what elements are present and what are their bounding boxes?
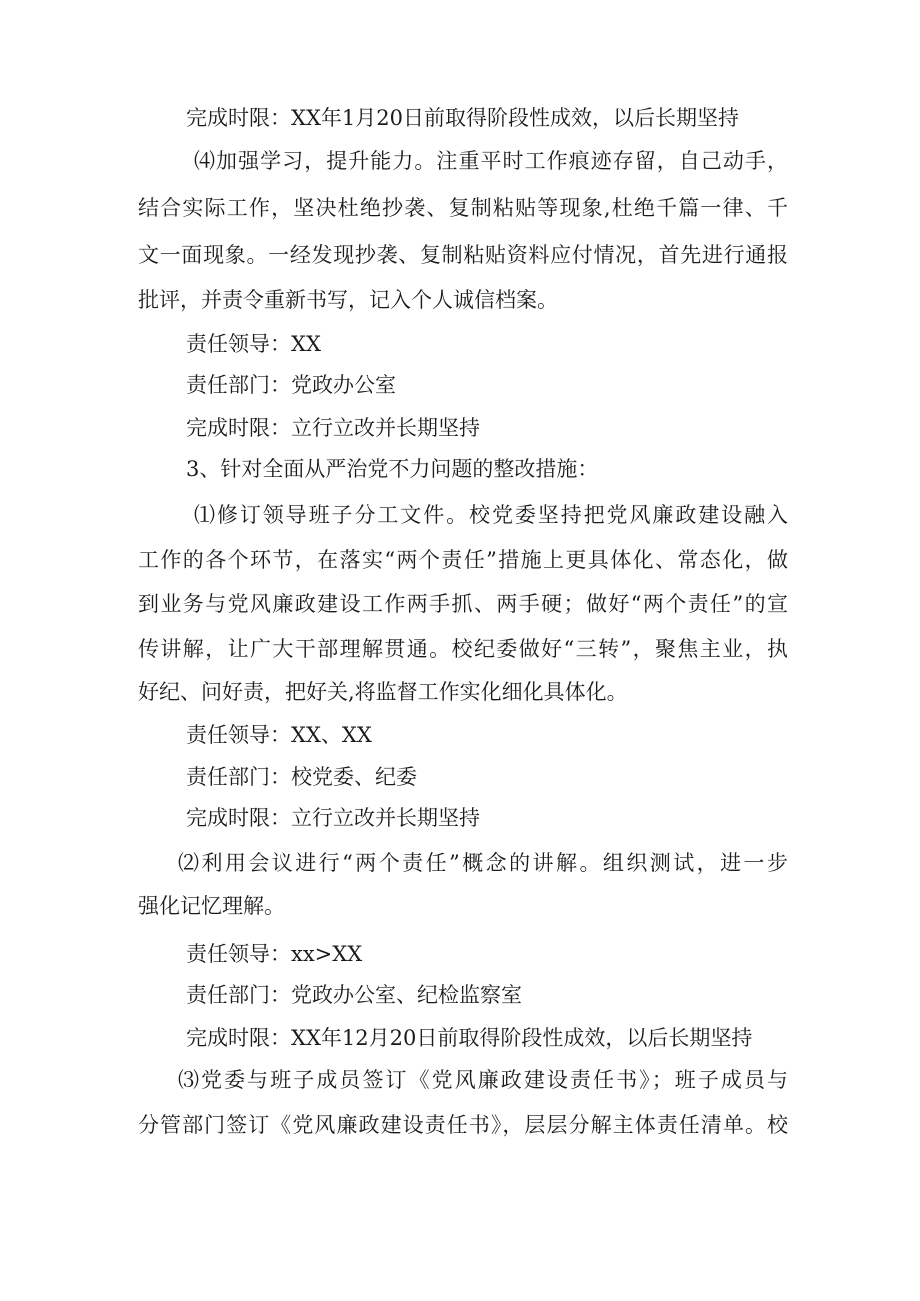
responsible-department: 责任部门：党政办公室、纪检监察室 — [186, 983, 522, 1007]
section-heading: 3、针对全面从严治党不力问题的整改措施： — [186, 457, 599, 481]
responsible-department: 责任部门：党政办公室 — [186, 373, 396, 397]
deadline-line: 完成时限：立行立改并长期坚持 — [186, 416, 480, 440]
paragraph-line: 结合实际工作，坚决杜绝抄袭、复制粘贴等现象,杜绝千篇一律、千 — [138, 196, 788, 220]
paragraph-line: 强化记忆理解。 — [138, 894, 285, 918]
paragraph-line: 文一面现象。一经发现抄袭、复制粘贴资料应付情况，首先进行通报 — [138, 243, 788, 267]
paragraph-line: 传讲解，让广大干部理解贯通。校纪委做好“三转”，聚焦主业，执 — [138, 637, 788, 661]
paragraph-line: 工作的各个环节，在落实“两个责任”措施上更具体化、常态化，做 — [138, 548, 788, 572]
deadline-line: 完成时限：XX年12月20日前取得阶段性成效，以后长期坚持 — [186, 1026, 753, 1050]
responsible-leader: 责任领导：XX — [186, 332, 321, 356]
item-4-paragraph-line: ⑷加强学习，提升能力。注重平时工作痕迹存留，自己动手， — [194, 149, 788, 173]
item-2-paragraph-line: ⑵利用会议进行“两个责任”概念的讲解。组织测试，进一步 — [178, 851, 788, 875]
paragraph-line: 好纪、问好责，把好关,将监督工作实化细化具体化。 — [138, 680, 628, 704]
deadline-line: 完成时限：立行立改并长期坚持 — [186, 806, 480, 830]
item-3-paragraph-line: ⑶党委与班子成员签订《党风廉政建设责任书》；班子成员与 — [178, 1068, 788, 1092]
responsible-leader: 责任领导：xx>XX — [186, 942, 363, 966]
item-1-paragraph-line: ⑴修订领导班子分工文件。校党委坚持把党风廉政建设融入 — [194, 503, 788, 527]
responsible-leader: 责任领导：XX、XX — [186, 723, 372, 747]
deadline-line: 完成时限：XX年1月20日前取得阶段性成效，以后长期坚持 — [186, 106, 739, 130]
paragraph-line: 批评，并责令重新书写，记入个人诚信档案。 — [138, 288, 558, 312]
paragraph-line: 到业务与党风廉政建设工作两手抓、两手硬；做好“两个责任”的宣 — [138, 592, 788, 616]
paragraph-line: 分管部门签订《党风廉政建设责任书》，层层分解主体责任清单。校 — [138, 1113, 788, 1137]
responsible-department: 责任部门：校党委、纪委 — [186, 765, 417, 789]
